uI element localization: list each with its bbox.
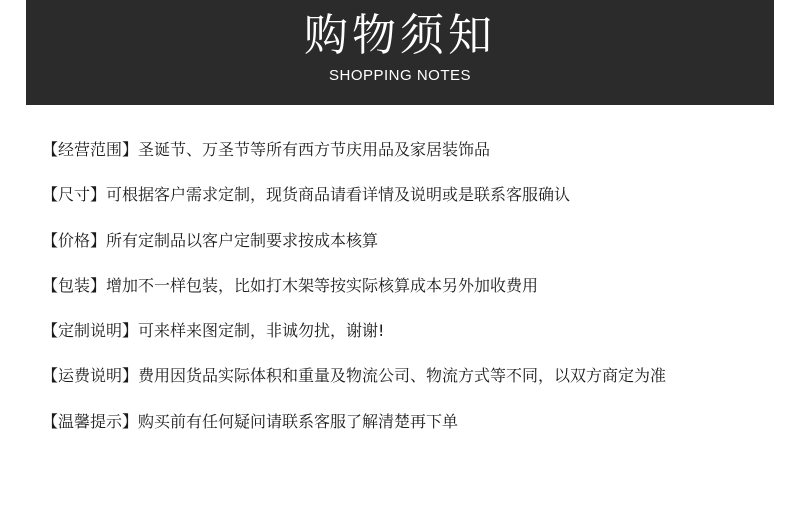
note-tips: 【温馨提示】购买前有任何疑问请联系客服了解清楚再下单 [42,411,459,431]
page-subtitle: SHOPPING NOTES [328,67,472,84]
page-title: 购物须知 [304,10,496,61]
note-packaging: 【包装】增加不一样包装，比如打木架等按实际核算成本另外加收费用 [42,275,539,295]
header-banner [26,0,774,105]
note-size: 【尺寸】可根据客户需求定制，现货商品请看详情及说明或是联系客服确认 [42,185,571,205]
note-price: 【价格】所有定制品以客户定制要求按成本核算 [42,230,379,250]
shopping-notes-list [42,135,782,452]
note-customization: 【定制说明】可来样来图定制，非诚勿扰，谢谢! [42,321,385,341]
note-business-scope: 【经营范围】圣诞节、万圣节等所有西方节庆用品及家居装饰品 [42,140,491,159]
note-shipping: 【运费说明】费用因货品实际体积和重量及物流公司、物流方式等不同，以双方商定为准 [42,366,667,386]
